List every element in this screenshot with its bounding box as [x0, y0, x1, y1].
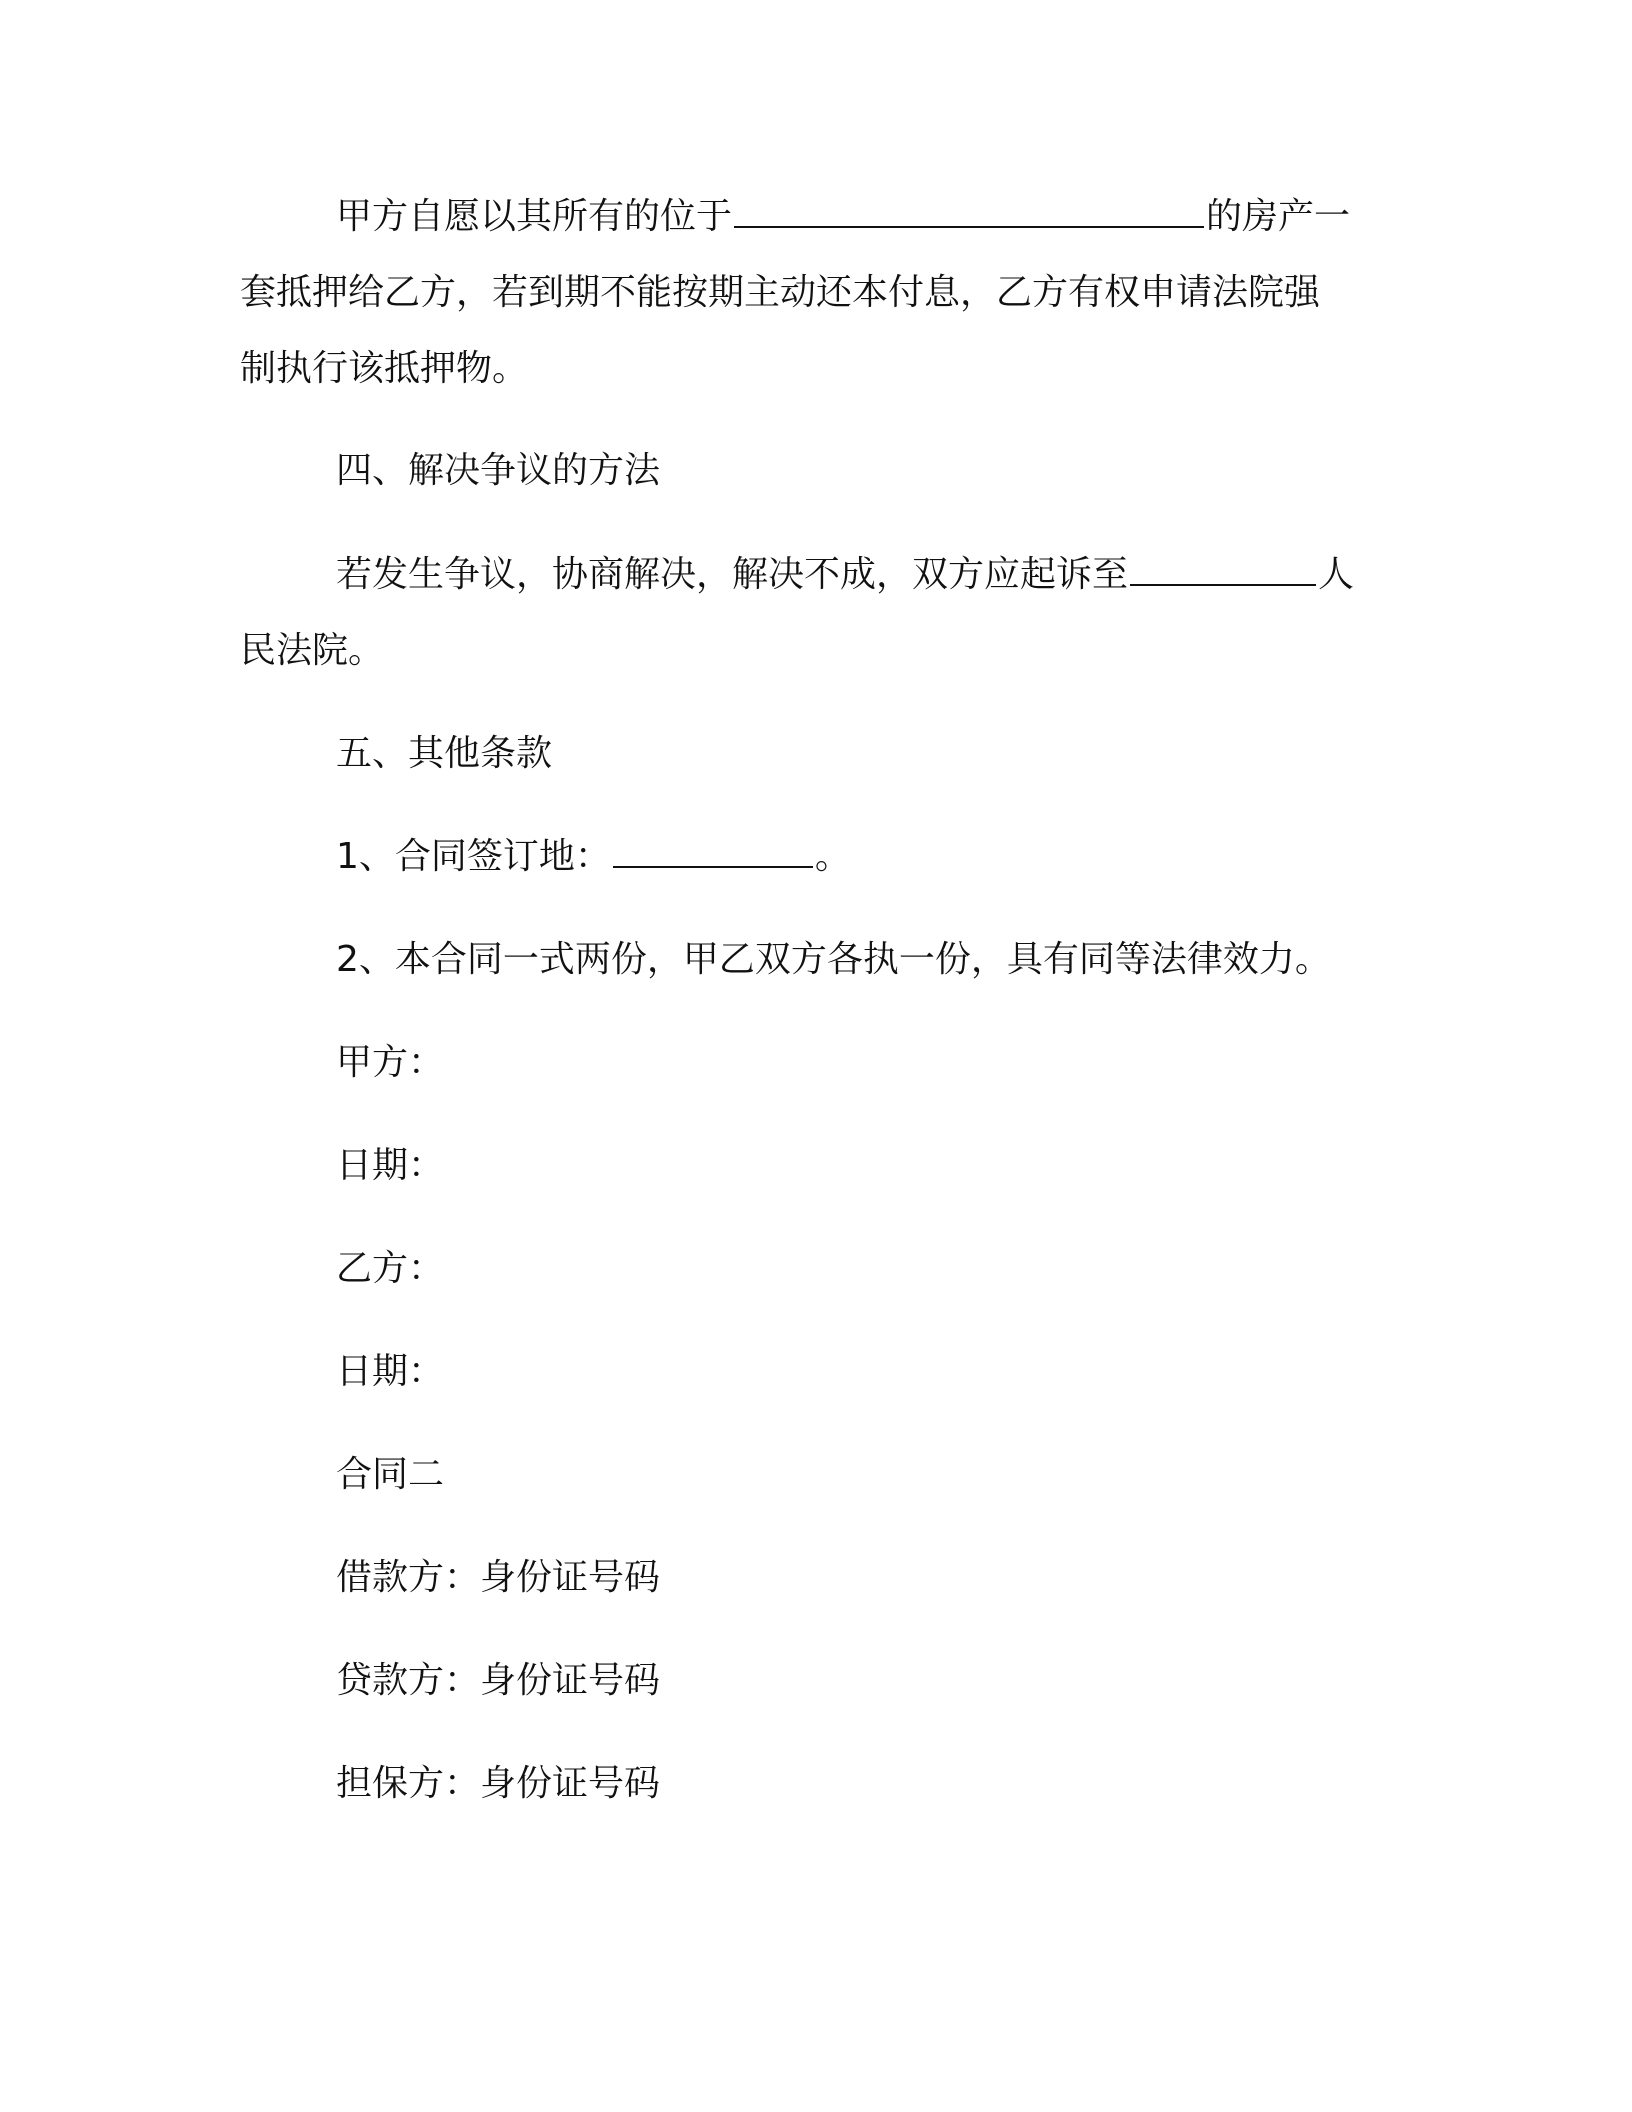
- para2-line1: [336, 551, 1354, 599]
- date-b-label: 日期：: [336, 1351, 445, 1392]
- clause1-text-before: 1、合同签订地：: [336, 836, 611, 877]
- para1-text-after: 的房产一: [1206, 196, 1351, 237]
- court-blank: [1130, 554, 1316, 586]
- section4-title: 四、解决争议的方法: [336, 450, 661, 491]
- borrower-line: 借款方：身份证号码: [336, 1557, 661, 1598]
- para1-line1: [336, 193, 1350, 241]
- clause1-text-after: 。: [814, 836, 851, 877]
- contract2-title: 合同二: [336, 1454, 445, 1495]
- para2-line2: 民法院。: [240, 630, 385, 671]
- date-a-label: 日期：: [336, 1145, 445, 1186]
- party-a-label: 甲方：: [336, 1042, 445, 1083]
- para2-text-after: 人: [1318, 554, 1355, 595]
- lender-line: 贷款方：身份证号码: [336, 1660, 661, 1701]
- party-b-label: 乙方：: [336, 1248, 445, 1289]
- property-location-blank: [734, 196, 1204, 228]
- para1-line3: 制执行该抵押物。: [240, 348, 529, 389]
- para1-text-before: 甲方自愿以其所有的位于: [336, 196, 733, 237]
- clause2: 2、本合同一式两份，甲乙双方各执一份，具有同等法律效力。: [336, 939, 1331, 980]
- signing-place-blank: [613, 836, 813, 868]
- section5-title: 五、其他条款: [336, 733, 553, 774]
- para1-line2: 套抵押给乙方，若到期不能按期主动还本付息，乙方有权申请法院强: [240, 272, 1321, 313]
- para2-text-before: 若发生争议，协商解决，解决不成，双方应起诉至: [336, 554, 1129, 595]
- clause1: [336, 833, 851, 881]
- guarantor-line: 担保方：身份证号码: [336, 1763, 661, 1804]
